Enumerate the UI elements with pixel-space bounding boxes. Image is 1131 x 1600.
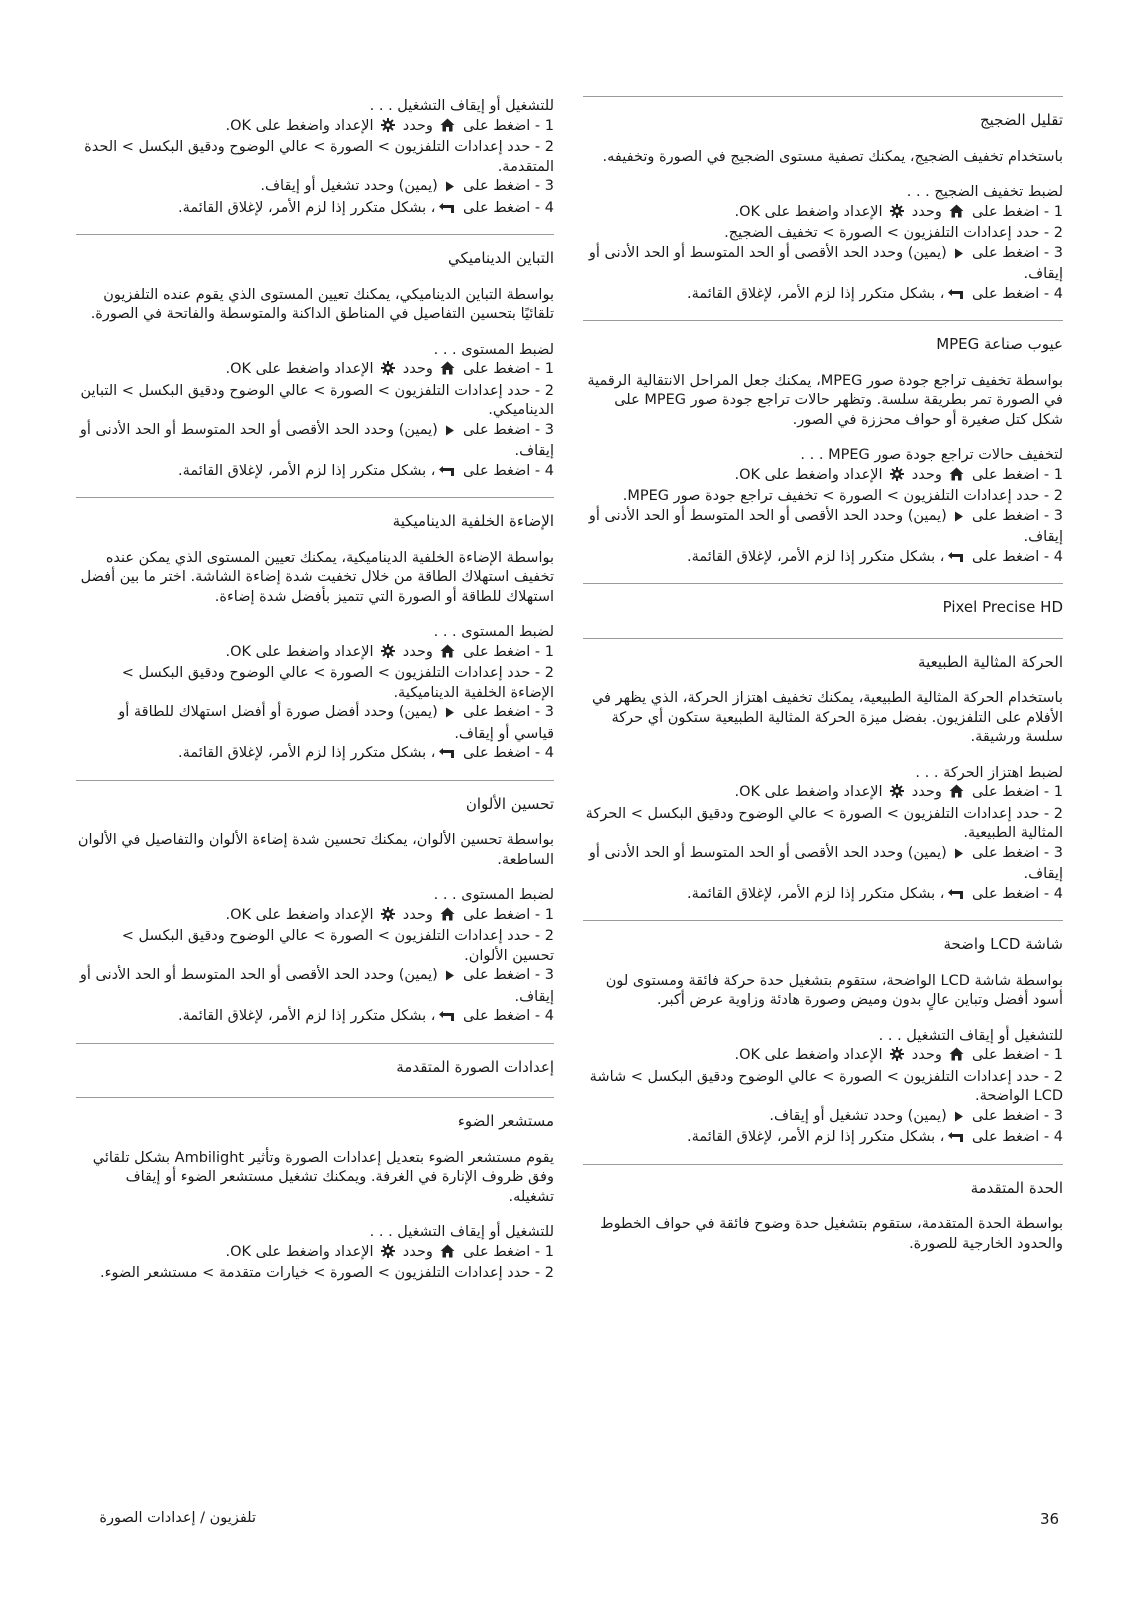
steps-lead: للتشغيل أو إيقاف التشغيل . . . (369, 1224, 554, 1240)
back-icon (947, 1130, 964, 1150)
left-column (76, 97, 554, 1298)
home-icon (440, 361, 455, 382)
right-arrow-icon (445, 179, 455, 199)
section-noise-reduction (583, 96, 1063, 320)
home-icon (949, 467, 964, 488)
section-body: بواسطة التباين الديناميكي، يمكنك تعيين المستوى الذي يقوم عنده التلفزيون تلقائيًا بتحسين التفاصيل في المناطق الداكنة والمتوسطة والفاتحة في الصورة. (90, 286, 554, 322)
back-icon (438, 464, 455, 484)
section-clear-lcd (583, 920, 1063, 1164)
steps-list (76, 906, 554, 1029)
step-1: 1 - اضغط على وحدد الإعداد واضغط على OK. (583, 466, 1063, 488)
step-2: 2 - حدد إعدادات التلفزيون > الصورة > عالي الوضوح ودقيق البكسل > تحسين الألوان. (121, 928, 554, 964)
steps-lead: لضبط المستوى . . . (433, 624, 554, 640)
section-body: بواسطة تخفيف تراجع جودة صور MPEG، يمكنك جعل المراحل الانتقالية الرقمية في الصورة تمر بطريقة سلسة. وتظهر حالات تراجع جودة صور MPEG على شكل كتل صغيرة أو حواف محززة في الصور. (587, 372, 1063, 428)
right-arrow-icon (445, 423, 455, 443)
steps-lead: لضبط اهتزاز الحركة . . . (915, 764, 1063, 781)
step-2: 2 - حدد إعدادات التلفزيون > الصورة > تخفيف تراجع جودة صور MPEG. (622, 488, 1063, 504)
step-2: 2 - حدد إعدادات التلفزيون > الصورة > عالي الوضوح ودقيق البكسل > الحدة المتقدمة. (84, 139, 554, 175)
section-title: التباين الديناميكي (448, 249, 554, 267)
step-4: 4 - اضغط على ، بشكل متكرر إذا لزم الأمر، لإغلاق القائمة. (583, 885, 1063, 907)
section-title: الحركة المثالية الطبيعية (918, 652, 1063, 671)
gear-icon (890, 204, 904, 225)
section-natural-motion (583, 638, 1063, 921)
back-icon (947, 287, 964, 307)
step-3: 3 - اضغط على (يمين) وحدد تشغيل أو إيقاف. (76, 177, 554, 199)
step-1: 1 - اضغط على وحدد الإعداد واضغط على OK. (76, 360, 554, 382)
steps-lead: للتشغيل أو إيقاف التشغيل . . . (369, 98, 554, 114)
section-pixel-precise-hd (583, 583, 1063, 638)
right-column (583, 96, 1063, 1276)
step-3: 3 - اضغط على (يمين) وحدد الحد الأقصى أو الحد المتوسط أو الحد الأدنى أو إيقاف. (588, 244, 1063, 282)
step-1: 1 - اضغط على وحدد الإعداد واضغط على OK. (76, 1243, 554, 1265)
step-2: 2 - حدد إعدادات التلفزيون > الصورة > عالي الوضوح ودقيق البكسل > الحركة المثالية الطبيعية. (585, 805, 1063, 841)
section-body: بواسطة الإضاءة الخلفية الديناميكية، يمكنك تعيين المستوى الذي يمكن عنده تخفيف استهلاك الطاقة من خلال تخفيت شدة إضاءة الشاشة. اختر ما بين أفضل استهلاك للطاقة أو الصورة التي تتميز بأفضل شدة إضاءة. (80, 549, 554, 605)
gear-icon (890, 467, 904, 488)
step-1: 1 - اضغط على وحدد الإعداد واضغط على OK. (76, 906, 554, 928)
home-icon (949, 1047, 964, 1068)
steps-lead: لضبط المستوى . . . (433, 887, 554, 903)
right-arrow-icon (954, 846, 964, 866)
steps-list (76, 1243, 554, 1284)
right-arrow-icon (954, 246, 964, 266)
step-3: 3 - اضغط على (يمين) وحدد تشغيل أو إيقاف. (583, 1107, 1063, 1129)
section-body: بواسطة تحسين الألوان، يمكنك تحسين شدة إضاءة الألوان والتفاصيل في الألوان الساطعة. (77, 832, 554, 868)
step-3: 3 - اضغط على (يمين) وحدد الحد الأقصى أو الحد المتوسط أو الحد الأدنى أو إيقاف. (79, 421, 554, 459)
step-1: 1 - اضغط على وحدد الإعداد واضغط على OK. (583, 203, 1063, 225)
home-icon (440, 118, 455, 139)
section-title: الإضاءة الخلفية الديناميكية (392, 512, 554, 530)
step-2: 2 - حدد إعدادات التلفزيون > الصورة > خيارات متقدمة > مستشعر الضوء. (100, 1265, 554, 1281)
section-body: بواسطة شاشة LCD الواضحة، ستقوم بتشغيل حدة حركة فائقة ومستوى لون أسود أفضل وتباين عالٍ بدون وميض وصورة هادئة وزاوية عرض أكبر. (605, 972, 1063, 1008)
section-title: تحسين الألوان (465, 794, 554, 813)
step-1: 1 - اضغط على وحدد الإعداد واضغط على OK. (583, 783, 1063, 805)
steps-lead: للتشغيل أو إيقاف التشغيل . . . (878, 1027, 1063, 1044)
section-body: باستخدام الحركة المثالية الطبيعية، يمكنك تخفيف اهتزاز الحركة، الذي يظهر في الأفلام على التلفزيون. بفضل ميزة الحركة المثالية الطبيعية ستكون أي حركة سلسة ورشيقة. (591, 690, 1063, 745)
section-mpeg-artifacts (583, 320, 1063, 583)
home-icon (949, 784, 964, 805)
steps-lead: لضبط تخفيف الضجيج . . . (906, 184, 1063, 200)
back-icon (438, 201, 455, 221)
section-title: إعدادات الصورة المتقدمة (396, 1057, 554, 1076)
right-arrow-icon (445, 968, 455, 988)
step-4: 4 - اضغط على ، بشكل متكرر إذا لزم الأمر، لإغلاق القائمة. (583, 1128, 1063, 1150)
section-light-sensor (76, 1097, 554, 1298)
step-3: 3 - اضغط على (يمين) وحدد أفضل صورة أو أفضل استهلاك للطاقة أو قياسي أو إيقاف. (118, 704, 554, 742)
steps-lead: لتخفيف حالات تراجع جودة صور MPEG . . . (800, 447, 1063, 463)
section-body: يقوم مستشعر الضوء بتعديل إعدادات الصورة وتأثير Ambilight بشكل تلقائي وفق ظروف الإنارة في الغرفة. ويمكنك تشغيل مستشعر الضوء أو إيقاف تشغيله. (92, 1149, 554, 1205)
steps-list (76, 117, 554, 221)
back-icon (438, 1009, 455, 1029)
step-4: 4 - اضغط على ، بشكل متكرر إذا لزم الأمر، لإغلاق القائمة. (583, 548, 1063, 570)
right-arrow-icon (954, 1109, 964, 1129)
section-dynamic-backlight (76, 497, 554, 780)
step-4: 4 - اضغط على ، بشكل متكرر إذا لزم الأمر، لإغلاق القائمة. (76, 199, 554, 221)
section-body: باستخدام تخفيف الضجيج، يمكنك تصفية مستوى الضجيج في الصورة وتخفيفه. (602, 148, 1063, 165)
steps-list (583, 1046, 1063, 1150)
steps-lead: لضبط المستوى . . . (433, 341, 554, 358)
step-1: 1 - اضغط على وحدد الإعداد واضغط على OK. (583, 1046, 1063, 1068)
steps-list (583, 203, 1063, 307)
step-4: 4 - اضغط على ، بشكل متكرر إذا لزم الأمر، لإغلاق القائمة. (583, 285, 1063, 307)
back-icon (947, 887, 964, 907)
section-title: Pixel Precise HD (942, 598, 1063, 616)
section-title: شاشة LCD واضحة (943, 935, 1063, 953)
step-4: 4 - اضغط على ، بشكل متكرر إذا لزم الأمر، لإغلاق القائمة. (76, 1007, 554, 1029)
section-title: الحدة المتقدمة (970, 1178, 1063, 1197)
step-3: 3 - اضغط على (يمين) وحدد الحد الأقصى أو الحد المتوسط أو الحد الأدنى أو إيقاف. (79, 967, 554, 1005)
right-arrow-icon (954, 509, 964, 529)
step-1: 1 - اضغط على وحدد الإعداد واضغط على OK. (76, 643, 554, 665)
page-number: 36 (1040, 1510, 1060, 1528)
section-advanced-picture-settings (76, 1043, 554, 1098)
section-color-enhancement (76, 780, 554, 1043)
step-2: 2 - حدد إعدادات التلفزيون > الصورة > عالي الوضوح ودقيق البكسل > شاشة LCD الواضحة. (589, 1068, 1063, 1104)
step-3: 3 - اضغط على (يمين) وحدد الحد الأقصى أو الحد المتوسط أو الحد الأدنى أو إيقاف. (588, 844, 1063, 882)
right-arrow-icon (445, 705, 455, 725)
gear-icon (890, 1047, 904, 1068)
step-4: 4 - اضغط على ، بشكل متكرر إذا لزم الأمر، لإغلاق القائمة. (76, 744, 554, 766)
home-icon (949, 204, 964, 225)
section-title: تقليل الضجيج (979, 111, 1063, 129)
section-advanced-sharpness-steps (76, 97, 554, 234)
home-icon (440, 907, 455, 928)
section-advanced-sharpness (583, 1164, 1063, 1277)
section-title: عيوب صناعة MPEG (936, 335, 1063, 353)
steps-list (76, 643, 554, 766)
steps-list (583, 466, 1063, 570)
step-2: 2 - حدد إعدادات التلفزيون > الصورة > تخفيف الضجيج. (724, 225, 1063, 241)
steps-list (76, 360, 554, 483)
gear-icon (381, 644, 395, 665)
footer-section-title: تلفزيون / إعدادات الصورة (99, 1510, 256, 1526)
gear-icon (381, 1244, 395, 1265)
step-2: 2 - حدد إعدادات التلفزيون > الصورة > عالي الوضوح ودقيق البكسل > التباين الديناميكي. (80, 382, 554, 418)
back-icon (438, 746, 455, 766)
home-icon (440, 644, 455, 665)
section-title: مستشعر الضوء (457, 1112, 554, 1130)
section-dynamic-contrast (76, 234, 554, 497)
home-icon (440, 1244, 455, 1265)
step-2: 2 - حدد إعدادات التلفزيون > الصورة > عالي الوضوح ودقيق البكسل > الإضاءة الخلفية الديناميكية. (121, 665, 554, 701)
back-icon (947, 550, 964, 570)
gear-icon (381, 118, 395, 139)
step-1: 1 - اضغط على وحدد الإعداد واضغط على OK. (76, 117, 554, 139)
steps-list (583, 783, 1063, 906)
gear-icon (890, 784, 904, 805)
step-3: 3 - اضغط على (يمين) وحدد الحد الأقصى أو الحد المتوسط أو الحد الأدنى أو إيقاف. (588, 507, 1063, 545)
gear-icon (381, 907, 395, 928)
step-4: 4 - اضغط على ، بشكل متكرر إذا لزم الأمر، لإغلاق القائمة. (76, 462, 554, 484)
section-body: بواسطة الحدة المتقدمة، ستقوم بتشغيل حدة وضوح فائقة في حواف الخطوط والحدود الخارجية للصورة. (600, 1216, 1063, 1252)
gear-icon (381, 361, 395, 382)
